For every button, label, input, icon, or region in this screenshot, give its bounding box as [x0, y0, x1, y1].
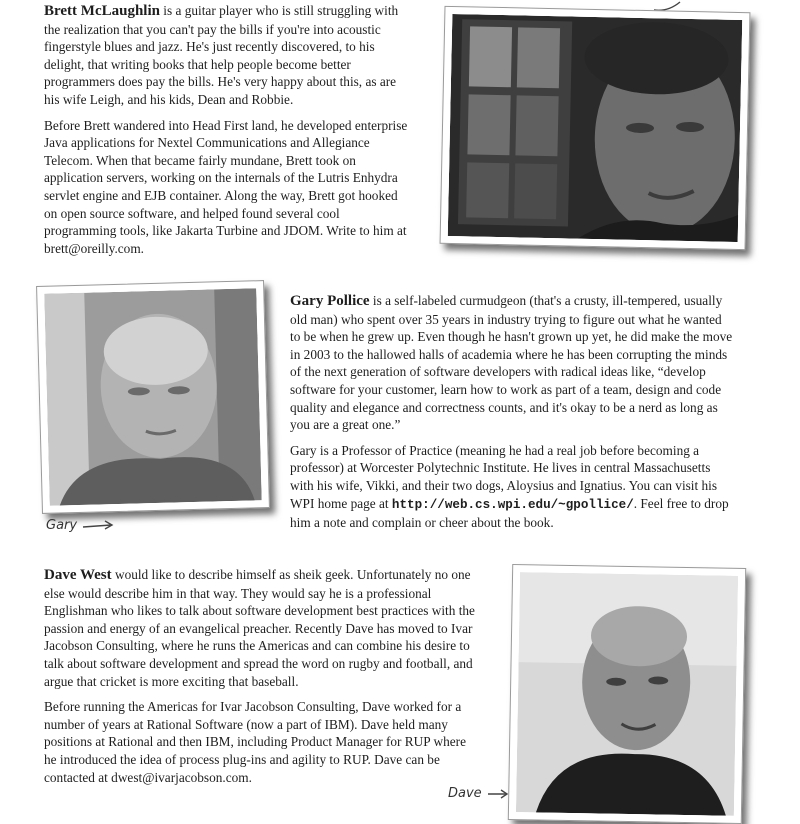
gary-name: Gary Pollice [290, 293, 370, 309]
gary-caption [46, 518, 115, 533]
dave-portrait-image [516, 572, 738, 816]
gary-photo [36, 280, 270, 514]
brett-portrait-image [448, 14, 743, 242]
dave-bio [44, 566, 480, 794]
dave-photo [508, 564, 746, 824]
gary-bio-text: is a self-labeled curmudgeon (that's a crusty, ill-tempered, usually old man) who spent over 35 years in industry trying to figure out what he wanted to be when he grew up. Even though he hasn't grown up yet, he did make the move in 2003 to the hallowed halls of academia where he has been corrupting the minds of the next generation of software developers with radical ideas like, “develop software for your customer, learn how to work as part of a team, design and code quality and elegance and correctness counts, and it's okay to be a nerd as long as you are a great one.” [290, 293, 733, 433]
dave-bio-text: would like to describe himself as sheik geek. Unfortunately no one else would describe him in that way. They would say he is a professional Englishman who likes to talk about software development best practices with the passion and energy of an evangelical preacher. Recently Dave has moved to Ivar Jacobson Consulting, where he runs the Americas and can combine his desire to talk about software development and spread the word on rugby and football, and argue that cricket is more exciting that baseball. [44, 567, 475, 689]
gary-bio-para2-text: Gary is a Professor of Practice (meaning he had a real job before becoming a professor) at Worcester Polytechnic Institute. He lives in central Massachusetts with his wife, Vikki, and their two dogs, Aloysius and Ignatius. You can visit his WPI home page at [290, 442, 718, 511]
dave-bio-para2: Before running the Americas for Ivar Jacobson Consulting, Dave worked for a number of years at Rational Software (now a part of IBM). Dave held many positions at Rational and then IBM, including Product Manager for RUP where he introduced the idea of process plug-ins and agility to RUP. Dave can be contacted at dwest@ivarjacobson.com. [44, 699, 466, 785]
brett-bio-para1 [44, 2, 412, 109]
gary-caption-arrow [81, 519, 115, 533]
dave-name: Dave West [44, 567, 112, 583]
dave-caption-arrow [486, 788, 510, 800]
gary-portrait-image [44, 288, 261, 505]
gary-bio [290, 292, 734, 540]
brett-photo [440, 6, 751, 250]
brett-bio-text: is a guitar player who is still struggling with the realization that you can't pay the bills if you're into acoustic fingerstyle blues and jazz. He's just recently discovered, to his delight, that writing books that help people become better programmers does pay the bills. He's very happy about this, as are his wife Leigh, and his kids, Dean and Robbie. [44, 3, 399, 107]
dave-caption [448, 786, 510, 801]
brett-name: Brett McLaughlin [44, 3, 160, 19]
gary-caption-text: Gary [46, 518, 78, 533]
gary-bio-para2 [290, 442, 734, 532]
gary-bio-para1 [290, 292, 734, 434]
dave-bio-para1 [44, 566, 480, 690]
dave-caption-text: Dave [448, 786, 482, 801]
brett-bio-para2: Before Brett wandered into Head First land, he developed enterprise Java applications for Nextel Communications and Allegiance Telecom. When that became fairly mundane, Brett took on application servers, working on the internals of the Lutris Enhydra servlet engine and EJB container. Along the way, Brett got hooked on open source software, and helped found several cool programming tools, like Jakarta Turbine and JDOM. Write to him at brett@oreilly.com. [44, 117, 408, 256]
gary-homepage-link[interactable]: http://web.cs.wpi.edu/~gpollice/ [391, 497, 634, 512]
gary-bio-para2-end: . Feel free to drop him a note and complain or cheer about the book. [290, 495, 729, 531]
brett-bio [44, 2, 412, 265]
